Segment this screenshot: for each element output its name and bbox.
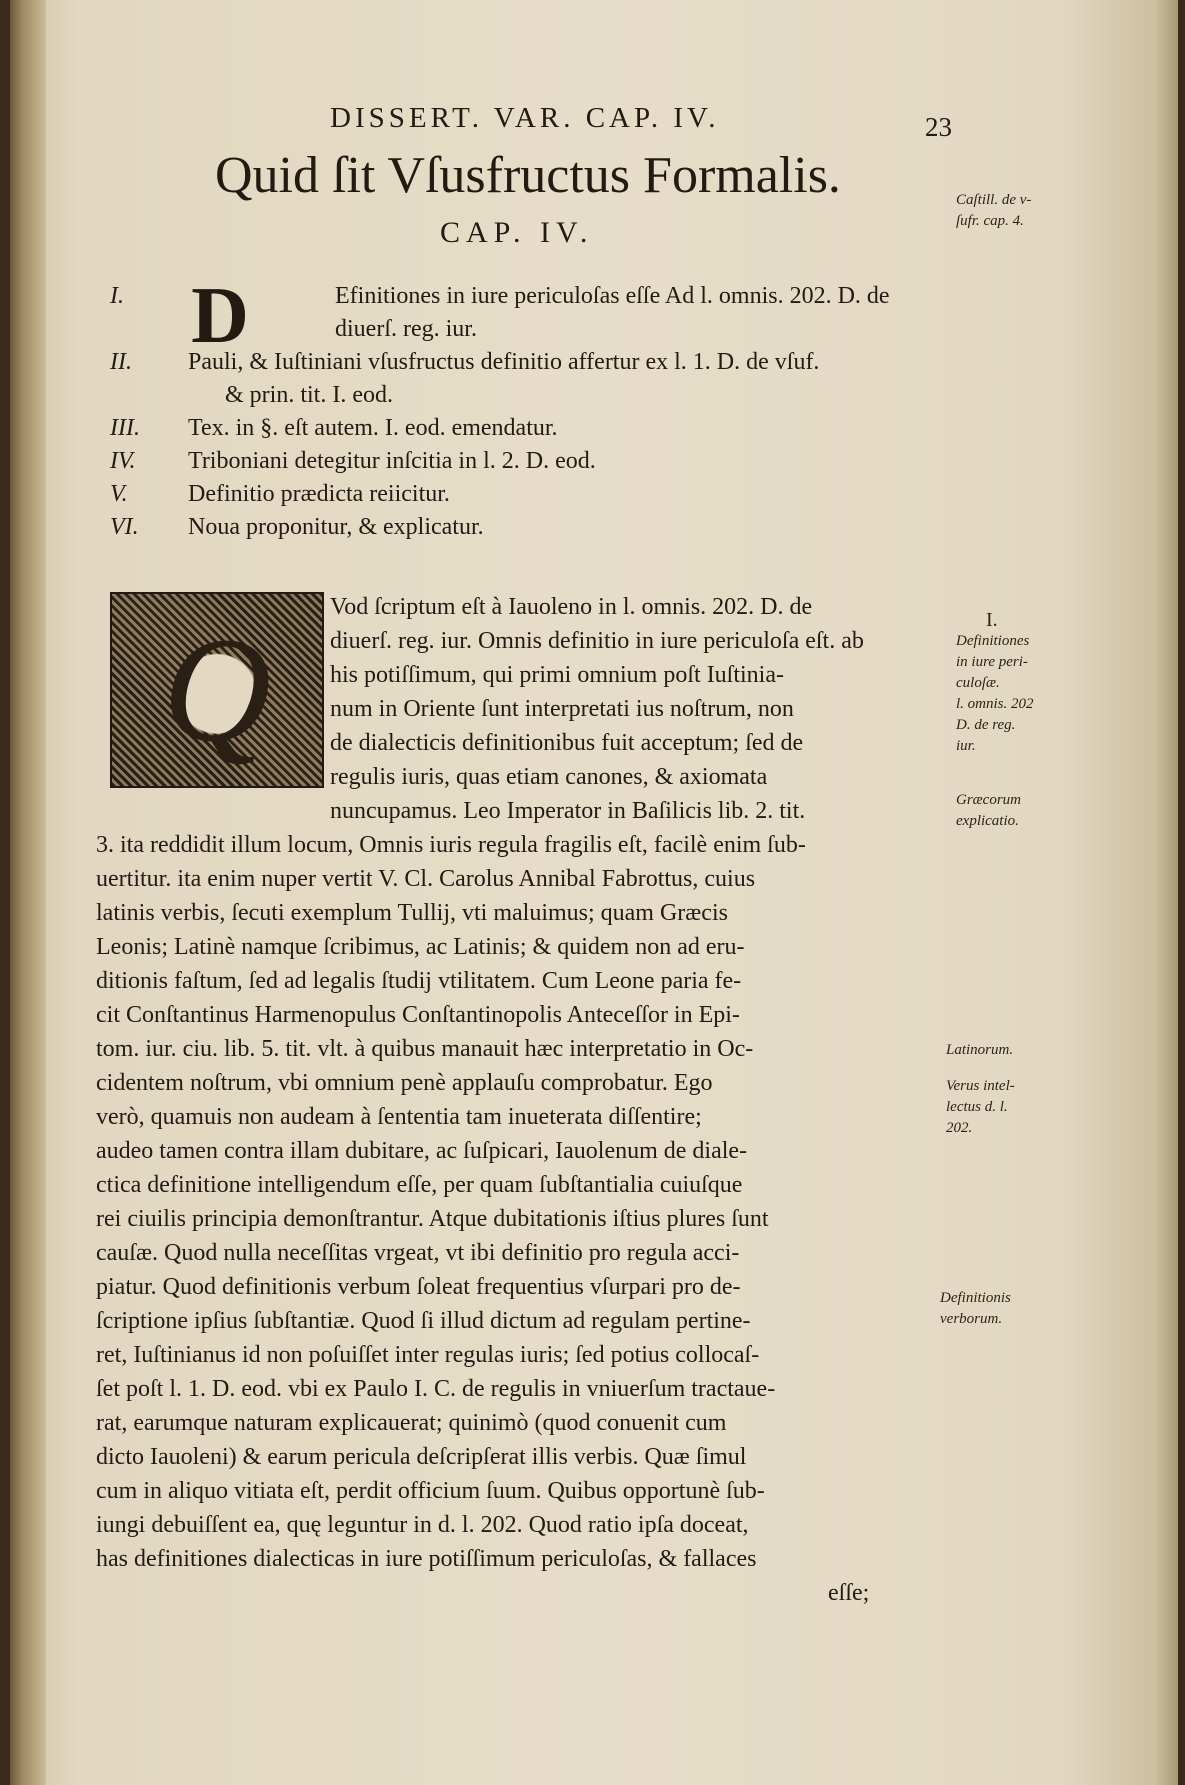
- summary-item: [110, 382, 990, 415]
- summary-text: Triboniani detegitur inſcitia in l. 2. D. eod.: [188, 448, 596, 474]
- summary-item: [110, 415, 990, 448]
- summary-numeral: II.: [110, 349, 132, 375]
- body-line: rat, earumque naturam explicauerat; quinimò (quod conuenit cum: [96, 1410, 727, 1436]
- margin-line: Verus intel-: [946, 1078, 1015, 1094]
- margin-line: 202.: [946, 1120, 973, 1136]
- summary-numeral: V.: [110, 481, 128, 507]
- body-line: piatur. Quod definitionis verbum ſoleat frequentius vſurpari pro de-: [96, 1274, 741, 1300]
- margin-line: ſufr. cap. 4.: [956, 213, 1024, 229]
- summary-item: [110, 481, 990, 514]
- body-line: Leonis; Latinè namque ſcribimus, ac Latinis; & quidem non ad eru-: [96, 934, 745, 960]
- body-line: uertitur. ita enim nuper vertit V. Cl. Carolus Annibal Fabrottus, cuius: [96, 866, 756, 892]
- margin-note-latinorum: [946, 1040, 1013, 1061]
- body-line: tom. iur. ciu. lib. 5. tit. vlt. à quibus manauit hæc interpretatio in Oc-: [96, 1036, 754, 1062]
- binding-gutter: [10, 0, 46, 1785]
- body-line: cum in aliquo vitiata eſt, perdit officium ſuum. Quibus opportunè ſub-: [96, 1478, 765, 1504]
- margin-line: verborum.: [940, 1311, 1003, 1327]
- summary-text: Tex. in §. eſt autem. I. eod. emendatur.: [188, 415, 558, 441]
- summary-item: [110, 514, 990, 547]
- body-line: rei ciuilis principia demonſtrantur. Atque dubitationis iſtius plures ſunt: [96, 1206, 769, 1232]
- body-line: ditionis faſtum, ſed ad legalis ſtudij vtilitatem. Cum Leone paria fe-: [96, 968, 742, 994]
- summary-numeral: I.: [110, 283, 124, 309]
- body-line: cidentem noſtrum, vbi omnium penè applauſu comprobatur. Ego: [96, 1070, 713, 1096]
- book-page: [10, 0, 1178, 1785]
- margin-note-graecorum: [956, 790, 1021, 832]
- summary-numeral: IV.: [110, 448, 136, 474]
- summary-item: [110, 316, 990, 349]
- body-line: nuncupamus. Leo Imperator in Baſilicis lib. 2. tit.: [330, 798, 806, 824]
- chapter-summary: [110, 283, 990, 547]
- initial-letter: Q: [162, 607, 272, 773]
- page-number: 23: [925, 112, 952, 142]
- margin-line: explicatio.: [956, 813, 1019, 829]
- body-line: audeo tamen contra illam dubitare, ac ſuſpicari, Iauolenum de diale-: [96, 1138, 748, 1164]
- body-line: verò, quamuis non audeam à ſententia tam inueterata diſſentire;: [96, 1104, 702, 1130]
- margin-note-definitionis: [940, 1288, 1011, 1330]
- body-line: his potiſſimum, qui primi omnium poſt Iuſtinia-: [330, 662, 784, 688]
- summary-text: Efinitiones in iure periculoſas eſſe Ad l. omnis. 202. D. de: [335, 283, 890, 309]
- margin-line: Caſtill. de v-: [956, 192, 1032, 208]
- margin-line: Definitionis: [940, 1290, 1011, 1306]
- margin-note-castill: [956, 190, 1031, 232]
- summary-initial-letter: D: [191, 272, 249, 360]
- margin-line: Græcorum: [956, 792, 1022, 808]
- summary-numeral: III.: [110, 415, 140, 441]
- margin-note-verus: [946, 1076, 1015, 1139]
- body-line: ctica definitione intelligendum eſſe, per quam ſubſtantialia cuiuſque: [96, 1172, 743, 1198]
- body-line: regulis iuris, quas etiam canones, & axiomata: [330, 764, 768, 790]
- summary-text: Definitio prædicta reiicitur.: [188, 481, 450, 507]
- margin-line: Definitiones: [956, 633, 1030, 649]
- body-line: diuerſ. reg. iur. Omnis definitio in iure periculoſa eſt. ab: [330, 628, 864, 654]
- margin-line: in iure peri-: [956, 654, 1028, 670]
- summary-item: [110, 283, 990, 316]
- body-line: has definitiones dialecticas in iure potiſſimum periculoſas, & fallaces: [96, 1546, 757, 1572]
- body-line: Vod ſcriptum eſt à Iauoleno in l. omnis. 202. D. de: [330, 594, 813, 620]
- summary-numeral: VI.: [110, 514, 139, 540]
- body-line: cit Conſtantinus Harmenopulus Conſtantinopolis Anteceſſor in Epi-: [96, 1002, 740, 1028]
- margin-line: lectus d. l.: [946, 1099, 1008, 1115]
- margin-line: culoſæ.: [956, 675, 1000, 691]
- body-line: 3. ita reddidit illum locum, Omnis iuris regula fragilis eſt, facilè enim ſub-: [96, 832, 806, 858]
- body-line: dicto Iauoleni) & earum pericula deſcripſerat illis verbis. Quæ ſimul: [96, 1444, 747, 1470]
- body-line: cauſæ. Quod nulla neceſſitas vrgeat, vt ibi definitio pro regula acci-: [96, 1240, 740, 1266]
- margin-line: l. omnis. 202: [956, 696, 1034, 712]
- chapter-title: Quid ſit Vſusfructus Formalis.: [215, 147, 841, 204]
- catchword: eſſe;: [828, 1580, 870, 1606]
- margin-note-definitiones: [956, 610, 1034, 757]
- margin-line: iur.: [956, 738, 976, 754]
- summary-item: [110, 349, 990, 382]
- summary-text: Noua proponitur, & explicatur.: [188, 514, 484, 540]
- body-line: latinis verbis, ſecuti exemplum Tullij, vti maluimus; quam Græcis: [96, 900, 728, 926]
- body-line: ret, Iuſtinianus id non poſuiſſet inter regulas iuris; ſed potius collocaſ-: [96, 1342, 760, 1368]
- margin-line: Latinorum.: [946, 1042, 1014, 1058]
- chapter-label: CAP. IV.: [440, 216, 594, 249]
- body-line: ſet poſt l. 1. D. eod. vbi ex Paulo I. C. de regulis in vniuerſum tractaue-: [96, 1376, 776, 1402]
- body-line: iungi debuiſſent ea, quę leguntur in d. l. 202. Quod ratio ipſa doceat,: [96, 1512, 749, 1538]
- running-head: DISSERT. VAR. CAP. IV.: [330, 102, 720, 134]
- body-line: num in Oriente ſunt interpretati ius noſtrum, non: [330, 696, 794, 722]
- margin-line: D. de reg.: [956, 717, 1016, 733]
- body-line: de dialecticis definitionibus fuit acceptum; ſed de: [330, 730, 804, 756]
- decorated-initial: [110, 592, 324, 788]
- summary-item: [110, 448, 990, 481]
- summary-text: & prin. tit. I. eod.: [225, 382, 393, 408]
- summary-text: Pauli, & Iuſtiniani vſusfructus definitio affertur ex l. 1. D. de vſuf.: [188, 349, 820, 375]
- margin-line: I.: [986, 609, 998, 631]
- body-line: ſcriptione ipſius ſubſtantiæ. Quod ſi illud dictum ad regulam pertine-: [96, 1308, 751, 1334]
- summary-text: diuerſ. reg. iur.: [335, 316, 477, 342]
